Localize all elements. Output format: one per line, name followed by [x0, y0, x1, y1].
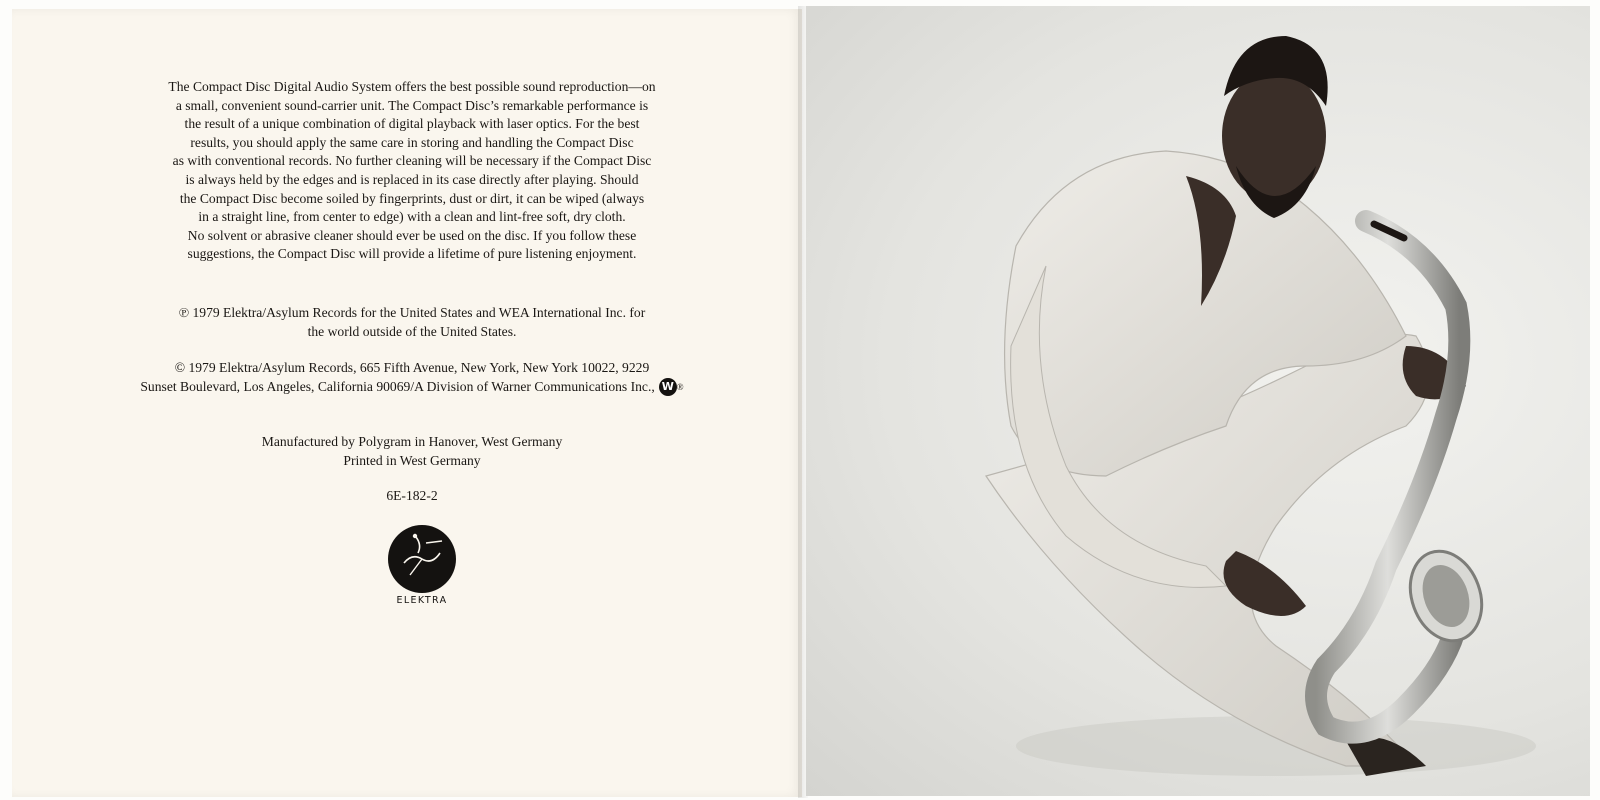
care-line: The Compact Disc Digital Audio System offers the best possible sound reproduction—on — [168, 79, 656, 94]
copyright-line: © 1979 Elektra/Asylum Records, 665 Fifth Avenue, New York, New York 10022, 9229 — [174, 360, 650, 375]
manufacturing-info — [162, 433, 662, 470]
catalog-number: 6E-182-2 — [386, 488, 438, 503]
phonogram-notice — [122, 304, 702, 341]
elektra-wordmark: ELEKTRA — [396, 595, 448, 606]
care-line: the Compact Disc become soiled by fingerprints, dust or dirt, it can be wiped (always — [179, 190, 645, 206]
registered-mark: ® — [676, 381, 684, 392]
phonogram-line: the world outside of the United States. — [307, 323, 517, 339]
copyright-line-2 — [112, 378, 712, 397]
care-line: is always held by the edges and is replaced in its case directly after playing. Should — [185, 171, 639, 187]
care-line: results, you should apply the same care in storing and handling the Compact Disc — [190, 134, 634, 150]
manufacture-line: Printed in West Germany — [343, 452, 481, 468]
copyright-line: Sunset Boulevard, Los Angeles, California 90069/A Division of Warner Communications Inc., — [140, 378, 655, 394]
right-page — [806, 6, 1590, 796]
care-line: in a straight line, from center to edge) with a clean and lint-free soft, dry cloth. — [198, 209, 626, 225]
left-page — [12, 9, 802, 797]
care-line: a small, convenient sound-carrier unit. The Compact Disc’s remarkable performance is — [175, 97, 649, 113]
phonogram-line: ℗ 1979 Elektra/Asylum Records for the United States and WEA International Inc. for — [178, 305, 646, 320]
saxophonist-photo — [806, 6, 1590, 796]
elektra-logo-icon — [382, 523, 462, 613]
care-line: the result of a unique combination of digital playback with laser optics. For the best — [184, 116, 640, 132]
care-line: No solvent or abrasive cleaner should ever be used on the disc. If you follow these — [187, 227, 637, 243]
elektra-emblem-icon — [382, 523, 462, 595]
manufacture-line: Manufactured by Polygram in Hanover, West Germany — [261, 434, 563, 449]
care-line: suggestions, the Compact Disc will provide a lifetime of pure listening enjoyment. — [187, 246, 637, 262]
care-instructions — [122, 78, 702, 264]
care-line: as with conventional records. No further cleaning will be necessary if the Compact Disc — [172, 153, 652, 169]
warner-communications-logo-icon: W — [659, 378, 677, 396]
copyright-notice — [112, 359, 712, 396]
